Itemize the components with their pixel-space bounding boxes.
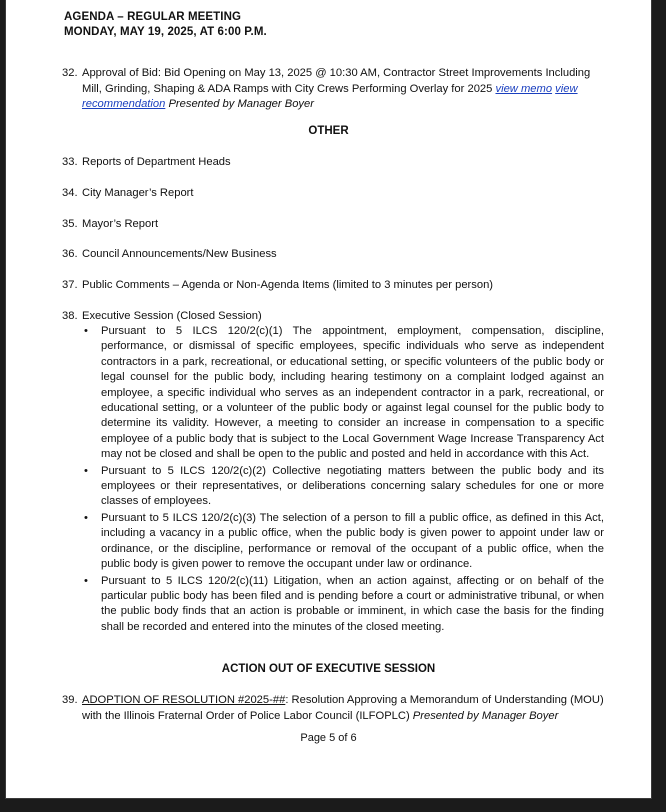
resolution-title: ADOPTION OF RESOLUTION #2025-##: [82, 694, 286, 706]
item-number: 36.: [62, 248, 78, 260]
bullet-item: [82, 574, 604, 636]
item-number: 34.: [62, 187, 78, 199]
item-number: 38.: [62, 310, 78, 322]
bullet-text: Pursuant to 5 ILCS 120/2(c)(2) Collective negotiating matters between the public body and its employees or their representatives, or deliberations concerning salary schedules for one or more classes of employees.: [101, 464, 604, 508]
agenda-item-32-line3: [82, 97, 602, 112]
agenda-title: AGENDA – REGULAR MEETING: [64, 11, 242, 23]
agenda-item-37: [62, 278, 493, 294]
bullet-text: Pursuant to 5 ILCS 120/2(c)(11) Litigation, when an action against, affecting or on behalf of the particular public body has been filed and is pending before a court or administrative tribunal, or when the public body finds that an action is probable or imminent, in which case the basis for the finding shall be recorded and entered into the minutes of the closed meeting.: [101, 574, 604, 633]
item-number: 35.: [62, 218, 78, 230]
item-text: Reports of Department Heads: [82, 156, 231, 168]
bullet-icon: •: [84, 574, 88, 587]
item-text: Approval of Bid: Bid Opening on May 13, 2025 @ 10:30 AM, Contractor Street Improvements Including: [82, 67, 591, 79]
bullet-item: [82, 511, 604, 573]
item-number: 33.: [62, 156, 78, 168]
bullet-text: Pursuant to 5 ILCS 120/2(c)(1) The appointment, employment, compensation, discipline, performance, or dismissal of specific employees, specific individuals who serve as independent contractors in a park, recreational, or educational setting, or specific volunteers of the public body or legal counsel for the public body, including hearing testimony on a complaint lodged against an employee, a specific individual who serves as an independent contractor in a park, recreational, or educational setting, or a volunteer of the public body or against legal counsel for the public body to determine its validity. However, a meeting to consider an increase in compensation to a specific employee of a public body that is subject to the Local Government Wage Increase Transparency Act may not be closed and shall be open to the public and posted and held in accordance with this Act.: [101, 325, 604, 461]
section-heading-action: ACTION OUT OF EXECUTIVE SESSION: [221, 663, 436, 675]
view-recommendation-link[interactable]: view: [555, 82, 578, 95]
presenter: Presented by Manager Boyer: [168, 98, 314, 110]
bullet-icon: •: [84, 464, 88, 477]
item-text: Public Comments – Agenda or Non-Agenda Items (limited to 3 minutes per person): [82, 279, 494, 291]
item-number: 39.: [62, 694, 78, 706]
item-text: Council Announcements/New Business: [82, 248, 277, 260]
agenda-item-34: [62, 186, 194, 202]
item-text-line2: with the Illinois Fraternal Order of Police Labor Council (ILFOPLC): [82, 709, 410, 722]
view-recommendation-link-cont[interactable]: recommendation: [82, 98, 166, 110]
item-text: Mayor’s Report: [82, 218, 159, 230]
bullet-item: [82, 464, 604, 510]
executive-session-bullets: [82, 324, 604, 636]
bullet-text: Pursuant to 5 ILCS 120/2(c)(3) The selection of a person to fill a public office, as defined in this Act, including a vacancy in a public office, when the public body is given power to appoint under law or ordinance, or the discipline, performance or removal of the occupant of a public office, when the public body is given power to remove the occupant under law or ordinance.: [101, 511, 604, 571]
document-page: [6, 0, 651, 798]
item-text: City Manager’s Report: [82, 187, 194, 199]
agenda-item-36: [62, 247, 277, 263]
view-memo-link[interactable]: view memo: [495, 82, 553, 95]
page-number: Page 5 of 6: [300, 732, 357, 744]
agenda-item-35: [62, 217, 158, 233]
presenter: Presented by Manager Boyer: [412, 709, 559, 722]
agenda-item-38: [62, 309, 262, 325]
bullet-icon: •: [84, 325, 88, 337]
item-text: Executive Session (Closed Session): [82, 310, 262, 322]
agenda-item-32-continuation: [82, 82, 602, 97]
bullet-icon: •: [84, 511, 88, 524]
item-text-line2: Mill, Grinding, Shaping & ADA Ramps with City Crews Performing Overlay for 2025: [82, 82, 493, 95]
item-number: 37.: [62, 279, 78, 291]
bullet-item: [82, 324, 604, 463]
item-number: 32.: [62, 67, 78, 79]
agenda-item-39-continuation: [82, 709, 602, 724]
agenda-item-39: [62, 693, 604, 709]
agenda-item-33: [62, 155, 231, 171]
section-heading-other: OTHER: [308, 125, 349, 137]
item-text: : Resolution Approving a Memorandum of Understanding (MOU): [285, 694, 604, 706]
agenda-item-32: [62, 66, 590, 82]
meeting-date: MONDAY, MAY 19, 2025, AT 6:00 P.M.: [64, 26, 267, 38]
